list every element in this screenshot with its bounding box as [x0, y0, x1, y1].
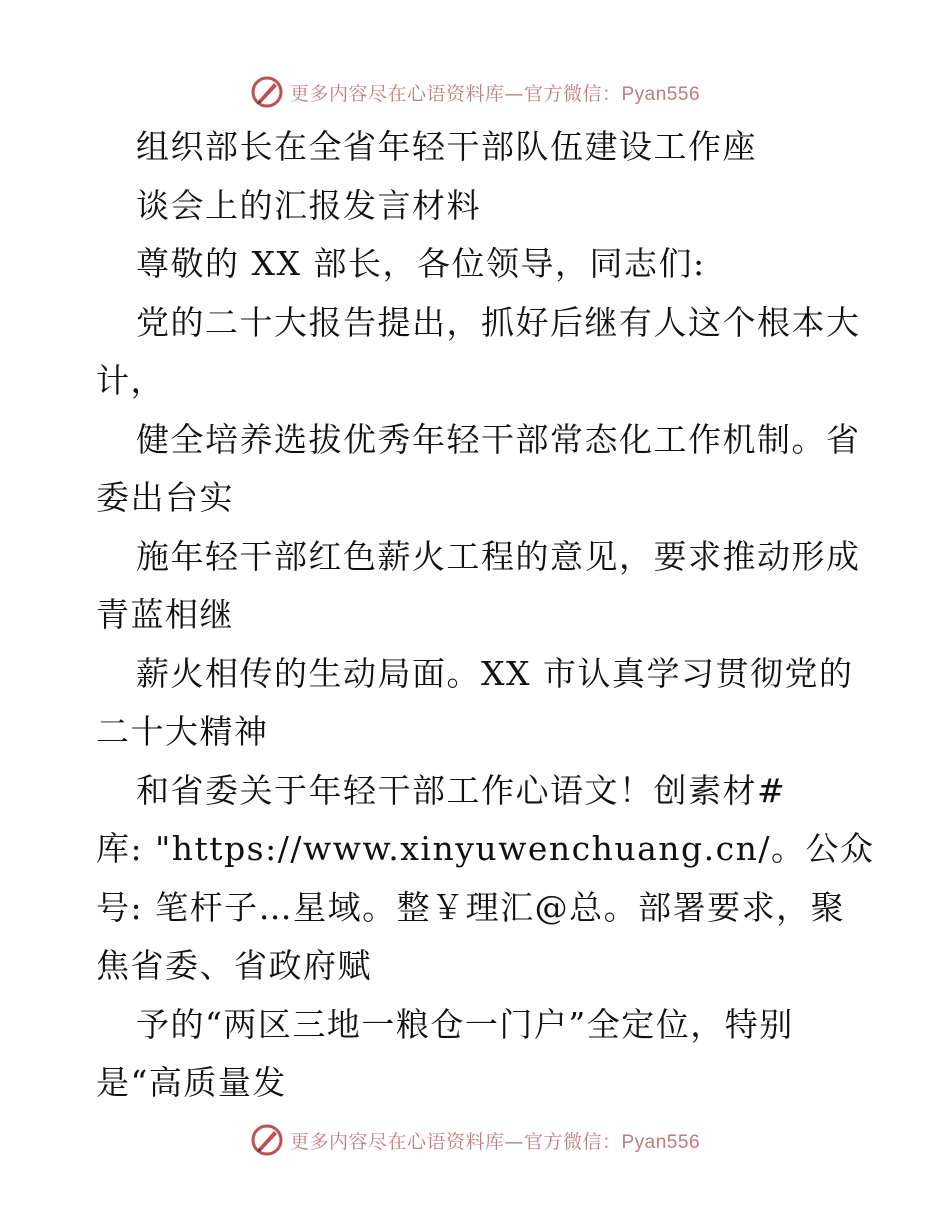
- text-line: 委出台实: [96, 478, 234, 517]
- text-line: 二十大精神: [96, 712, 269, 751]
- text-line: 尊敬的 XX 部长，各位领导，同志们:: [136, 244, 706, 283]
- text-line: 谈会上的汇报发言材料: [136, 185, 481, 225]
- text-line: 予的“两区三地一粮仓一门户”全定位，特别: [136, 1004, 794, 1044]
- text-line: 薪火相传的生动局面。XX 市认真学习贯彻党的: [136, 653, 854, 693]
- header-watermark: [0, 72, 950, 112]
- text-line: 计，: [96, 361, 165, 400]
- quill-pen-logo-icon: [250, 75, 284, 109]
- text-line: 库: "https://www.xinyuwenchuang.cn/。公众: [96, 829, 875, 868]
- text-line: 和省委关于年轻干部工作心语文！创素材#: [136, 770, 787, 810]
- footer-watermark: [0, 1120, 950, 1160]
- text-line: 号: 笔杆子…星域。整￥理汇@总。部署要求，聚: [96, 887, 846, 927]
- watermark-text: 更多内容尽在心语资料库—官方微信：Pyan556: [289, 82, 701, 105]
- text-line: 组织部长在全省年轻干部队伍建设工作座: [136, 127, 757, 166]
- text-line: 施年轻干部红色薪火工程的意见，要求推动形成: [136, 536, 861, 576]
- text-line: 党的二十大报告提出，抓好后继有人这个根本大: [136, 302, 861, 342]
- text-line: 健全培养选拔优秀年轻干部常态化工作机制。省: [136, 419, 861, 459]
- document-body: [96, 118, 875, 1113]
- text-line: 青蓝相继: [96, 595, 234, 634]
- text-line: 焦省委、省政府赋: [96, 946, 372, 985]
- text-line: 是“高质量发: [96, 1063, 287, 1102]
- watermark-text: 更多内容尽在心语资料库—官方微信：Pyan556: [289, 1130, 701, 1153]
- quill-pen-logo-icon: [250, 1123, 284, 1157]
